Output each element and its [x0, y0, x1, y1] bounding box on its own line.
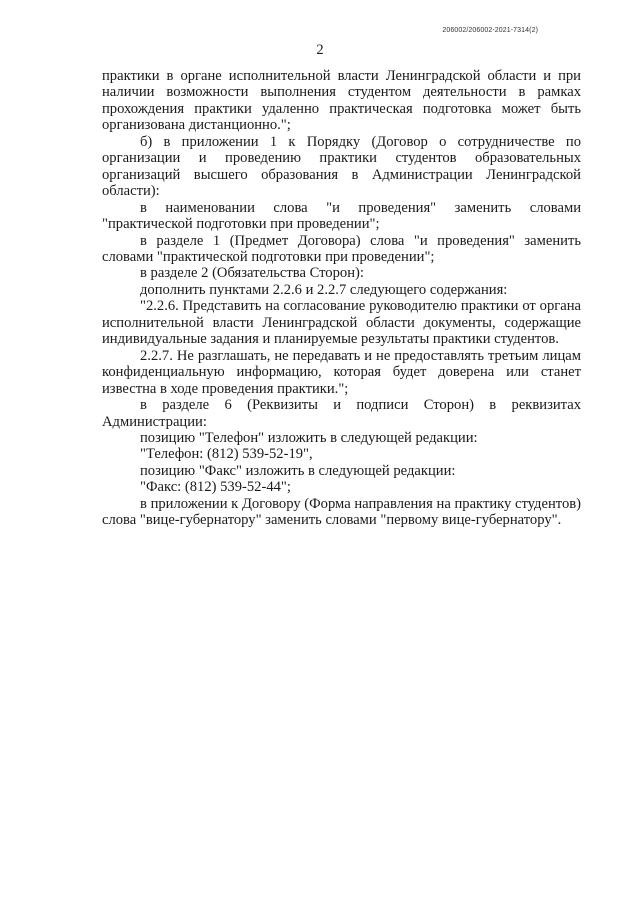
paragraph-item-b: б) в приложении 1 к Порядку (Договор о сотрудничестве по организации и проведению практики студентов образовательных организаций высшего образования в Администрации Ленинградской области):: [102, 133, 581, 200]
paragraph-phone-value: "Телефон: (812) 539-52-19",: [140, 446, 313, 463]
paragraph-section-6: в разделе 6 (Реквизиты и подписи Сторон) в реквизитах Администрации:: [102, 397, 581, 430]
paragraph-section-1: в разделе 1 (Предмет Договора) слова "и проведения" заменить словами "практической подготовки при проведении";: [102, 232, 581, 265]
paragraph-title-change: в наименовании слова "и проведения" заменить словами "практической подготовки при проведении";: [102, 199, 581, 233]
document-body: [102, 68, 581, 529]
document-id: 206002/206002-2021-7314(2): [442, 27, 538, 34]
paragraph-point-2-2-7: 2.2.7. Не разглашать, не передавать и не предоставлять третьим лицам конфиденциальную информацию, которая будет доверена или станет известна в ходе проведения практики.";: [102, 347, 581, 397]
paragraph-fax-position: позицию "Факс" изложить в следующей редакции:: [140, 462, 456, 479]
paragraph-add-points: дополнить пунктами 2.2.6 и 2.2.7 следующего содержания:: [140, 281, 508, 298]
paragraph-phone-position: позицию "Телефон" изложить в следующей редакции:: [140, 429, 478, 446]
paragraph-fax-value: "Факс: (812) 539-52-44";: [140, 479, 291, 496]
paragraph-point-2-2-6: "2.2.6. Представить на согласование руководителю практики от органа исполнительной власти Ленинградской области документы, содержащие индивидуальные задания и планируемые результаты практики студентов.: [102, 298, 581, 348]
page-number: 2: [316, 42, 324, 58]
paragraph-appendix-form: в приложении к Договору (Форма направления на практику студентов) слова "вице-губернатору" заменить словами "первому вице-губернатору".: [102, 495, 581, 529]
paragraph-section-2: в разделе 2 (Обязательства Сторон):: [140, 265, 364, 282]
paragraph-continuation: практики в органе исполнительной власти Ленинградской области и при наличии возможности выполнения студентом деятельности в рамках прохождения практики удаленно практическая подготовка может быть организована дистанционно.";: [102, 68, 581, 134]
